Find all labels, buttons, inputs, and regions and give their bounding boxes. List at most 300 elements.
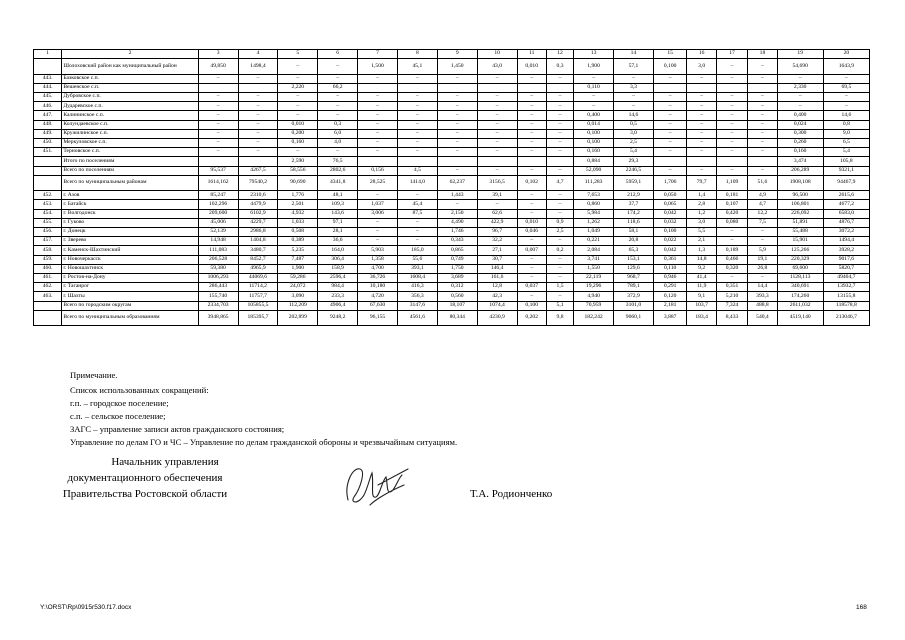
value-cell: – (517, 255, 546, 264)
value-cell: 87,5 (397, 209, 437, 218)
value-cell: – (517, 200, 546, 209)
handwritten-signature (330, 455, 420, 515)
value-cell: 0,466 (716, 255, 747, 264)
value-cell: 0,160 (777, 148, 823, 157)
value-cell: 2596,4 (318, 273, 358, 282)
table-row (34, 264, 870, 273)
row-name-cell: г. Новошахтинск (62, 264, 198, 273)
value-cell: 1,776 (278, 191, 318, 200)
value-cell: 118578,8 (823, 301, 869, 310)
value-cell: 372,9 (614, 292, 654, 301)
value-cell: 6,0 (318, 129, 358, 138)
value-cell: – (546, 111, 573, 120)
value-cell: 209,600 (198, 209, 238, 218)
value-cell: 26,8 (748, 264, 777, 273)
value-cell: 2615,6 (823, 191, 869, 200)
value-cell: 4,7 (546, 175, 573, 191)
value-cell (198, 157, 238, 166)
row-number-cell: 444. (34, 83, 62, 92)
value-cell: 2611,032 (777, 301, 823, 310)
value-cell: 4,9 (748, 191, 777, 200)
value-cell (477, 83, 517, 92)
value-cell: 422,9 (477, 218, 517, 227)
value-cell: – (517, 93, 546, 102)
value-cell: 7,5 (748, 218, 777, 227)
value-cell: – (748, 111, 777, 120)
column-number-header: 17 (716, 50, 747, 59)
table-row (34, 209, 870, 218)
value-cell: 5,4 (823, 148, 869, 157)
value-cell: – (687, 129, 716, 138)
value-cell: – (546, 93, 573, 102)
column-number-header: 4 (238, 50, 278, 59)
signer-name: Т.А. Родионченко (470, 488, 553, 500)
value-cell: 7,324 (716, 301, 747, 310)
value-cell: 11714,2 (238, 283, 278, 292)
column-number-header: 18 (748, 50, 777, 59)
row-name-cell: г. Ростов-на-Дону (62, 273, 198, 282)
value-cell: 4,7 (748, 200, 777, 209)
value-cell: 0,042 (653, 209, 687, 218)
value-cell: 80,344 (437, 310, 477, 326)
value-cell: 0,046 (517, 228, 546, 237)
signer-position-line: документационного обеспечения (67, 472, 223, 484)
value-cell: 416,3 (397, 283, 437, 292)
value-cell: 8452,7 (238, 255, 278, 264)
value-cell: 1404,8 (238, 237, 278, 246)
value-cell: – (653, 139, 687, 148)
value-cell: 3,887 (653, 310, 687, 326)
value-cell: 0,946 (653, 273, 687, 282)
value-cell: 129,6 (614, 264, 654, 273)
value-cell: 0,291 (653, 283, 687, 292)
value-cell: – (716, 166, 747, 175)
value-cell: 112,209 (278, 301, 318, 310)
value-cell: 2,5 (614, 139, 654, 148)
value-cell (358, 83, 398, 92)
row-name-cell: г. Шахты (62, 292, 198, 301)
table-row (34, 175, 870, 191)
value-cell: 69,5 (823, 83, 869, 92)
row-number-cell (34, 310, 62, 326)
value-cell: – (687, 166, 716, 175)
value-cell (653, 83, 687, 92)
value-cell: – (823, 102, 869, 111)
column-number-header: 2 (62, 50, 198, 59)
value-cell: 220,329 (777, 255, 823, 264)
value-cell: 4561,6 (397, 310, 437, 326)
column-number-header: 5 (278, 50, 318, 59)
value-cell (748, 157, 777, 166)
table-row (34, 148, 870, 157)
value-cell: 2802,6 (318, 166, 358, 175)
value-cell: – (517, 209, 546, 218)
value-cell: 3928,2 (823, 246, 869, 255)
value-cell: 27,1 (477, 246, 517, 255)
value-cell: 4,932 (278, 209, 318, 218)
row-name-cell: г. Донецк (62, 228, 198, 237)
value-cell: 102,296 (198, 200, 238, 209)
value-cell: – (546, 120, 573, 129)
value-cell: – (653, 93, 687, 102)
value-cell: 0,5 (614, 120, 654, 129)
row-number-cell: 453. (34, 200, 62, 209)
value-cell: – (278, 59, 318, 75)
value-cell: – (716, 93, 747, 102)
value-cell: 1,358 (358, 255, 398, 264)
value-cell: 0,9 (546, 218, 573, 227)
value-cell: – (358, 139, 398, 148)
column-number-header: 11 (517, 50, 546, 59)
column-number-header: 15 (653, 50, 687, 59)
value-cell: 3,3 (614, 83, 654, 92)
table-row (34, 292, 870, 301)
table-row (34, 246, 870, 255)
column-number-header: 20 (823, 50, 869, 59)
value-cell: 0,037 (517, 283, 546, 292)
row-number-cell: 461. (34, 273, 62, 282)
row-name-cell: г. Каменск-Шахтинский (62, 246, 198, 255)
value-cell: 9,8 (546, 310, 573, 326)
value-cell: 118,6 (614, 218, 654, 227)
value-cell: 45,4 (397, 200, 437, 209)
value-cell: 95,537 (198, 166, 238, 175)
value-cell: 59,286 (278, 273, 318, 282)
value-cell: – (477, 166, 517, 175)
value-cell: 0,560 (437, 292, 477, 301)
value-cell: 11,9 (687, 283, 716, 292)
value-cell: – (748, 102, 777, 111)
value-cell: 202,899 (278, 310, 318, 326)
value-cell: 4,5 (397, 166, 437, 175)
value-cell: 4229,7 (238, 218, 278, 227)
value-cell: – (437, 93, 477, 102)
row-number-cell: 449. (34, 129, 62, 138)
value-cell: – (748, 93, 777, 102)
value-cell: 14,6 (823, 111, 869, 120)
value-cell: 3,006 (358, 209, 398, 218)
value-cell: 182,242 (574, 310, 614, 326)
value-cell: 0,110 (574, 83, 614, 92)
value-cell: 393,3 (748, 292, 777, 301)
value-cell: – (653, 148, 687, 157)
value-cell: 3,0 (614, 129, 654, 138)
value-cell: 2334,703 (198, 301, 238, 310)
value-cell: 11757,7 (238, 292, 278, 301)
row-name-cell: Вешенское с.п. (62, 83, 198, 92)
row-name-cell: Меркуловское с.п. (62, 139, 198, 148)
value-cell (397, 157, 437, 166)
value-cell: – (238, 93, 278, 102)
value-cell: 161,6 (477, 273, 517, 282)
value-cell: 5,4 (614, 148, 654, 157)
value-cell: – (397, 148, 437, 157)
value-cell: 0,300 (777, 129, 823, 138)
value-cell: 0,032 (653, 218, 687, 227)
column-number-header: 10 (477, 50, 517, 59)
value-cell: 306,4 (318, 255, 358, 264)
value-cell: 0,389 (278, 237, 318, 246)
value-cell: 4677,2 (823, 200, 869, 209)
value-cell: 1,109 (716, 175, 747, 191)
value-cell: – (517, 139, 546, 148)
value-cell (687, 83, 716, 92)
value-cell: – (278, 74, 318, 83)
value-cell: 286,443 (198, 283, 238, 292)
value-cell: 4,0 (318, 139, 358, 148)
value-cell: 0,860 (574, 200, 614, 209)
value-cell: 3147,6 (397, 301, 437, 310)
value-cell: 1414,0 (397, 175, 437, 191)
value-cell: – (238, 74, 278, 83)
value-cell: 5959,1 (614, 175, 654, 191)
value-cell: 14,948 (198, 237, 238, 246)
value-cell: – (653, 74, 687, 83)
value-cell: 0,100 (653, 59, 687, 75)
value-cell: 1,262 (574, 218, 614, 227)
value-cell: 7,487 (278, 255, 318, 264)
value-cell: 1,2 (687, 209, 716, 218)
value-cell: – (716, 228, 747, 237)
value-cell: 226,092 (777, 209, 823, 218)
value-cell: – (477, 102, 517, 111)
value-cell: – (517, 74, 546, 83)
value-cell: 1,450 (437, 59, 477, 75)
value-cell (477, 157, 517, 166)
value-cell: 0,181 (716, 191, 747, 200)
value-cell: 4,490 (437, 218, 477, 227)
value-cell: – (546, 209, 573, 218)
table-row (34, 255, 870, 264)
value-cell: 36,726 (358, 273, 398, 282)
note-line: ЗАГС – управление записи актов гражданского состояния; (70, 424, 285, 434)
value-cell: – (477, 148, 517, 157)
value-cell: 2,330 (777, 83, 823, 92)
value-cell: – (358, 191, 398, 200)
value-cell: 45,1 (397, 59, 437, 75)
value-cell: 0,010 (517, 218, 546, 227)
value-cell (358, 157, 398, 166)
value-cell: 0,3 (318, 120, 358, 129)
value-cell: 1,500 (358, 59, 398, 75)
value-cell: 8,433 (716, 310, 747, 326)
value-cell: 4479,9 (238, 200, 278, 209)
value-cell: 1494,4 (823, 237, 869, 246)
value-cell: – (546, 264, 573, 273)
value-cell: 789,1 (614, 283, 654, 292)
row-number-cell: 457. (34, 237, 62, 246)
value-cell: – (574, 102, 614, 111)
value-cell: 3,0 (687, 59, 716, 75)
value-cell: – (653, 120, 687, 129)
row-number-cell (34, 59, 62, 75)
value-cell: – (517, 273, 546, 282)
value-cell: 9060,1 (614, 310, 654, 326)
value-cell: 0,8 (823, 120, 869, 129)
table-row (34, 157, 870, 166)
value-cell: – (238, 148, 278, 157)
statistics-table (33, 49, 870, 326)
value-cell: – (358, 218, 398, 227)
value-cell: 1,5 (546, 283, 573, 292)
row-number-cell: 463. (34, 292, 62, 301)
row-number-cell: 462. (34, 283, 62, 292)
value-cell: – (687, 74, 716, 83)
value-cell: 62,6 (477, 209, 517, 218)
value-cell: 4230,9 (477, 310, 517, 326)
row-number-cell: 443. (34, 74, 62, 83)
table-row (34, 283, 870, 292)
value-cell: 44069,6 (238, 273, 278, 282)
value-cell: 1,550 (574, 264, 614, 273)
value-cell: 5,984 (574, 209, 614, 218)
value-cell (517, 83, 546, 92)
value-cell: – (477, 111, 517, 120)
value-cell: – (653, 111, 687, 120)
value-cell: – (823, 74, 869, 83)
value-cell: – (397, 237, 437, 246)
value-cell: – (517, 237, 546, 246)
value-cell: – (716, 148, 747, 157)
value-cell: 0,221 (574, 237, 614, 246)
value-cell: 4,720 (358, 292, 398, 301)
note-line: с.п. – сельское поселение; (70, 411, 166, 421)
value-cell: 1006,293 (198, 273, 238, 282)
value-cell: 62,237 (437, 175, 477, 191)
value-cell: 10,180 (358, 283, 398, 292)
value-cell: 37,7 (614, 200, 654, 209)
value-cell: 58,1 (614, 228, 654, 237)
value-cell (437, 83, 477, 92)
value-cell: 2246,5 (614, 166, 654, 175)
value-cell: – (477, 120, 517, 129)
value-cell: 18,107 (437, 301, 477, 310)
value-cell: 984,4 (318, 283, 358, 292)
value-cell: – (517, 166, 546, 175)
value-cell: 58,556 (278, 166, 318, 175)
value-cell: – (517, 148, 546, 157)
value-cell: 3,090 (278, 292, 318, 301)
value-cell: 19,296 (574, 283, 614, 292)
row-name-cell: Всего по муниципальным образованиям (62, 310, 198, 326)
row-number-cell (34, 301, 62, 310)
value-cell: – (546, 255, 573, 264)
value-cell: – (437, 148, 477, 157)
row-number-cell: 451. (34, 148, 62, 157)
value-cell: 4876,7 (823, 218, 869, 227)
value-cell: 9248,2 (318, 310, 358, 326)
value-cell: – (477, 200, 517, 209)
signer-position-line: Правительства Ростовской области (62, 488, 228, 500)
row-number-cell (34, 157, 62, 166)
value-cell: – (716, 129, 747, 138)
value-cell: 2986,8 (238, 228, 278, 237)
value-cell: – (318, 93, 358, 102)
value-cell: 1,033 (278, 218, 318, 227)
value-cell: 22,119 (574, 273, 614, 282)
value-cell: 0,010 (517, 59, 546, 75)
value-cell: 2,220 (278, 83, 318, 92)
row-number-cell: 447. (34, 111, 62, 120)
value-cell: – (238, 102, 278, 111)
value-cell: – (358, 111, 398, 120)
value-cell: – (437, 129, 477, 138)
value-cell: 0,260 (777, 139, 823, 148)
value-cell: – (546, 166, 573, 175)
column-number-header: 1 (34, 50, 62, 59)
value-cell (653, 157, 687, 166)
value-cell (716, 83, 747, 92)
value-cell: 96,155 (358, 310, 398, 326)
value-cell: – (517, 129, 546, 138)
value-cell: 52,090 (574, 166, 614, 175)
column-number-header: 13 (574, 50, 614, 59)
value-cell: – (358, 237, 398, 246)
value-cell: 0,065 (653, 200, 687, 209)
value-cell: 97,1 (318, 218, 358, 227)
value-cell: – (748, 129, 777, 138)
value-cell: 105,8 (823, 157, 869, 166)
value-cell: 0,320 (716, 264, 747, 273)
value-cell: 43,0 (477, 59, 517, 75)
value-cell: 153,1 (614, 255, 654, 264)
value-cell: – (517, 111, 546, 120)
value-cell: – (748, 120, 777, 129)
table-row (34, 83, 870, 92)
value-cell: – (198, 139, 238, 148)
value-cell: – (358, 120, 398, 129)
value-cell: 49,850 (198, 59, 238, 75)
value-cell: 5,210 (716, 292, 747, 301)
value-cell: 9321,1 (823, 166, 869, 175)
value-cell: 45,006 (198, 218, 238, 227)
row-number-cell: 454. (34, 209, 62, 218)
value-cell: – (358, 148, 398, 157)
value-cell: – (546, 200, 573, 209)
value-cell: 164,0 (318, 246, 358, 255)
value-cell: – (358, 102, 398, 111)
value-cell: 0,100 (574, 129, 614, 138)
value-cell: 0,865 (437, 246, 477, 255)
value-cell: – (777, 74, 823, 83)
row-number-cell: 458. (34, 246, 62, 255)
value-cell (546, 83, 573, 92)
value-cell: – (318, 148, 358, 157)
value-cell: 1128,113 (777, 273, 823, 282)
row-name-cell: Базковское с.п. (62, 74, 198, 83)
value-cell: 2,5 (546, 228, 573, 237)
note-title: Примечание. (70, 370, 118, 380)
value-cell: 2,501 (278, 200, 318, 209)
value-cell: 96,500 (777, 191, 823, 200)
value-cell: 1,746 (437, 228, 477, 237)
value-cell: – (198, 93, 238, 102)
row-name-cell: Всего по поселениям (62, 166, 198, 175)
value-cell: – (437, 200, 477, 209)
value-cell: 36,6 (318, 237, 358, 246)
value-cell: – (397, 93, 437, 102)
value-cell: – (358, 74, 398, 83)
value-cell: 146,4 (477, 264, 517, 273)
value-cell: 488,8 (748, 301, 777, 310)
value-cell: 4267,5 (238, 166, 278, 175)
value-cell: 55,6 (397, 255, 437, 264)
value-cell: 12,2 (748, 209, 777, 218)
value-cell: 0,200 (278, 129, 318, 138)
row-name-cell: Итого по поселениям (62, 157, 198, 166)
value-cell: – (318, 102, 358, 111)
value-cell: – (687, 93, 716, 102)
